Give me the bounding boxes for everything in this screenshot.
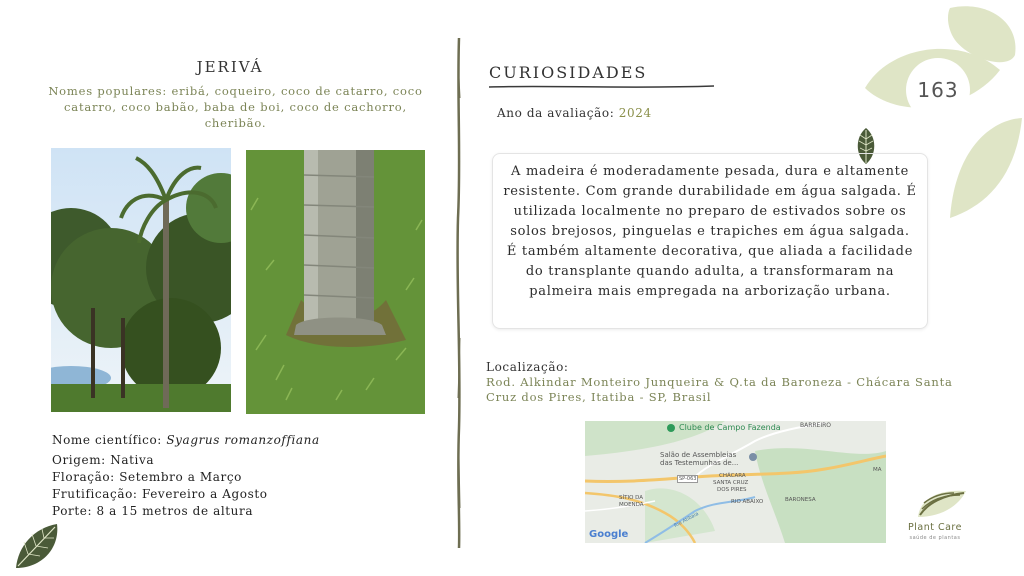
map-label-barreiro: BARREIRO <box>800 422 832 429</box>
trunk-photo <box>246 150 425 414</box>
popular-names: Nomes populares: eribá, coqueiro, coco de catarro, coco catarro, coco babão, baba de boi, coco de cachorro, cheribão. <box>48 84 423 130</box>
map-label-chacara-1: CHÁCARA <box>719 473 746 479</box>
column-divider <box>452 38 466 548</box>
curiosities-text: A madeira é moderadamente pesada, dura e altamente resistente. Com grande durabilidade em água salgada. É utilizada localmente no preparo de estivados sobre os solos brejosos, pinguelas e trapiches em água salgada. É também altamente decorativa, que aliada a facilidade do transplante quando adulta, a transformaram na palmeira mais empregada na arborização urbana. <box>492 153 928 329</box>
map-label-sp063: SP-063 <box>679 476 697 482</box>
map-label-salao-2: das Testemunhas de... <box>660 459 739 467</box>
palm-tree-photo <box>51 148 231 412</box>
evaluation-year: Ano da avaliação: 2024 <box>497 106 652 120</box>
evaluation-year-value: 2024 <box>618 106 652 120</box>
title-underline <box>489 84 714 90</box>
map-label-ma: MA <box>873 467 882 473</box>
scientific-name: Syagrus romanzoffiana <box>166 433 320 447</box>
curiosities-title: CURIOSIDADES <box>489 63 648 82</box>
page-number: 163 <box>917 78 959 102</box>
flowering: Floração: Setembro a Março <box>52 470 243 484</box>
google-logo: Google <box>589 529 629 540</box>
map-label-river: Rio Atibaia <box>673 511 700 529</box>
origin: Origem: Nativa <box>52 453 155 467</box>
location-address: Rod. Alkindar Monteiro Junqueira & Q.ta da Baroneza - Chácara Santa Cruz dos Pires, Itatiba - SP, Brasil <box>486 375 953 404</box>
plant-care-logo-icon <box>914 487 970 519</box>
map-label-sitio-1: SÍTIO DA <box>619 495 644 501</box>
brand-tagline: saúde de plantas <box>909 535 961 541</box>
fruiting: Frutificação: Fevereiro a Agosto <box>52 487 268 501</box>
map-label-sitio-2: MOENDA <box>619 502 644 508</box>
leaf-icon-bottom <box>10 520 62 572</box>
map-label-baronesa: BARONESA <box>785 497 816 503</box>
map-label-chacara-3: DOS PIRES <box>717 487 747 493</box>
species-facts <box>52 432 320 520</box>
scientific-name-line: Nome científico: Syagrus romanzoffiana <box>52 433 320 447</box>
map-label-chacara-2: SANTA CRUZ <box>713 480 749 486</box>
species-title: JERIVÁ <box>196 58 264 76</box>
location-label: Localização: <box>486 360 569 374</box>
map-label-clube: Clube de Campo Fazenda <box>679 423 781 432</box>
size: Porte: 8 a 15 metros de altura <box>52 504 254 518</box>
brand-name: Plant Care <box>908 522 962 533</box>
location-map[interactable] <box>585 421 886 543</box>
map-label-rio-abaixo: RIO ABAIXO <box>731 499 764 505</box>
map-label-salao-1: Salão de Assembleias <box>660 451 737 459</box>
